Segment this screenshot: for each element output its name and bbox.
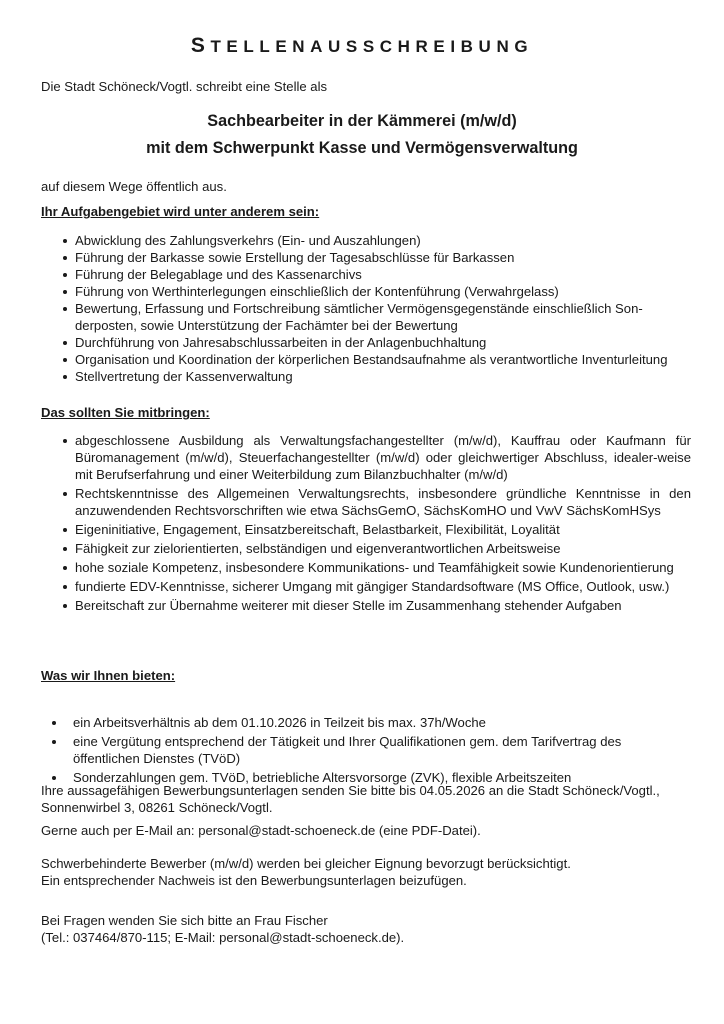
email-note: Gerne auch per E-Mail an: personal@stadt-schoeneck.de (eine PDF-Datei). [41, 823, 481, 838]
document-title: STELLENAUSSCHREIBUNG [190, 34, 534, 57]
list-item: Führung der Barkasse sowie Erstellung der Tagesabschlüsse für Barkassen [75, 249, 690, 266]
bullet-icon [52, 740, 56, 744]
section-heading-requirements: Das sollten Sie mitbringen: [41, 405, 210, 420]
bullet-icon [63, 585, 67, 589]
list-item: Organisation und Koordination der körperlichen Bestandsaufnahme als verantwortliche Inventurleitung [75, 351, 690, 368]
list-item: Bewertung, Erfassung und Fortschreibung sämtlicher Vermögensgegenstände einschließlich Son-derposten, sowie Unterstützung der Fachämter bei der Bewertung [75, 300, 690, 334]
bullet-icon [63, 239, 67, 243]
list-item: hohe soziale Kompetenz, insbesondere Kommunikations- und Teamfähigkeit sowie Kundenorientierung [75, 559, 691, 576]
intro-end-text: auf diesem Wege öffentlich aus. [41, 179, 227, 194]
requirements-list [75, 432, 691, 616]
list-item: Durchführung von Jahresabschlussarbeiten in der Anlagenbuchhaltung [75, 334, 690, 351]
intro-text: Die Stadt Schöneck/Vogtl. schreibt eine Stelle als [41, 79, 328, 94]
bullet-icon [63, 566, 67, 570]
bullet-icon [63, 492, 67, 496]
bullet-icon [63, 375, 67, 379]
list-item: Abwicklung des Zahlungsverkehrs (Ein- und Auszahlungen) [75, 232, 690, 249]
bullet-icon [63, 290, 67, 294]
contact-line-2: (Tel.: 037464/870-115; E-Mail: personal@stadt-schoeneck.de). [41, 930, 405, 945]
bullet-icon [52, 721, 56, 725]
list-item: fundierte EDV-Kenntnisse, sicherer Umgang mit gängiger Standardsoftware (MS Office, Outlook, usw.) [75, 578, 691, 595]
list-item: Führung der Belegablage und des Kassenarchivs [75, 266, 690, 283]
bullet-icon [63, 341, 67, 345]
bullet-icon [63, 307, 67, 311]
tasks-list [75, 232, 690, 385]
section-heading-tasks: Ihr Aufgabengebiet wird unter anderem sein: [41, 204, 320, 219]
bullet-icon [63, 604, 67, 608]
disability-note-1: Schwerbehinderte Bewerber (m/w/d) werden bei gleicher Eignung bevorzugt berücksichtigt. [41, 856, 571, 871]
job-title-line-1: Sachbearbeiter in der Kämmerei (m/w/d) [207, 112, 517, 130]
bullet-icon [63, 439, 67, 443]
list-item: Eigeninitiative, Engagement, Einsatzbereitschaft, Belastbarkeit, Flexibilität, Loyalität [75, 521, 691, 538]
bullet-icon [63, 528, 67, 532]
list-item: Bereitschaft zur Übernahme weiterer mit dieser Stelle im Zusammenhang stehender Aufgaben [75, 597, 691, 614]
offer-list [73, 714, 690, 788]
bullet-icon [63, 256, 67, 260]
list-item: ein Arbeitsverhältnis ab dem 01.10.2026 in Teilzeit bis max. 37h/Woche [73, 714, 690, 731]
list-item: abgeschlossene Ausbildung als Verwaltungsfachangestellter (m/w/d), Kauffrau oder Kaufmann für Büromanagement (m/w/d), Steuerfachangestellter (m/w/d) oder gleichwertiger Abschluss, idealer-weise mit Berufserfahrung und einer Weiterbildung zum Bilanzbuchhalter (m/w/d) [75, 432, 691, 483]
application-text: Ihre aussagefähigen Bewerbungsunterlagen senden Sie bitte bis 04.05.2026 an die Stadt Schöneck/Vogtl., Sonnenwirbel 3, 08261 Schöneck/Vogtl. [41, 783, 660, 815]
list-item: Sonderzahlungen gem. TVöD, betriebliche Altersvorsorge (ZVK), flexible Arbeitszeiten [73, 769, 690, 786]
bullet-icon [52, 776, 56, 780]
disability-note-2: Ein entsprechender Nachweis ist den Bewerbungsunterlagen beizufügen. [41, 873, 467, 888]
contact-line-1: Bei Fragen wenden Sie sich bitte an Frau Fischer [41, 913, 328, 928]
job-title-line-2: mit dem Schwerpunkt Kasse und Vermögensverwaltung [146, 139, 578, 157]
list-item: Stellvertretung der Kassenverwaltung [75, 368, 690, 385]
bullet-icon [63, 273, 67, 277]
list-item: eine Vergütung entsprechend der Tätigkeit und Ihrer Qualifikationen gem. dem Tarifvertrag des öffentlichen Dienstes (TVöD) [73, 733, 690, 767]
bullet-icon [63, 358, 67, 362]
section-heading-offer: Was wir Ihnen bieten: [41, 668, 176, 683]
list-item: Führung von Werthinterlegungen einschließlich der Kontenführung (Verwahrgelass) [75, 283, 690, 300]
bullet-icon [63, 547, 67, 551]
list-item: Rechtskenntnisse des Allgemeinen Verwaltungsrechts, insbesondere gründliche Kenntnisse in den anzuwendenden Rechtsvorschriften wie etwa SächsGemO, SächsKomHO und VwV SächsKomHSys [75, 485, 691, 519]
list-item: Fähigkeit zur zielorientierten, selbständigen und eigenverantwortlichen Arbeitsweise [75, 540, 691, 557]
